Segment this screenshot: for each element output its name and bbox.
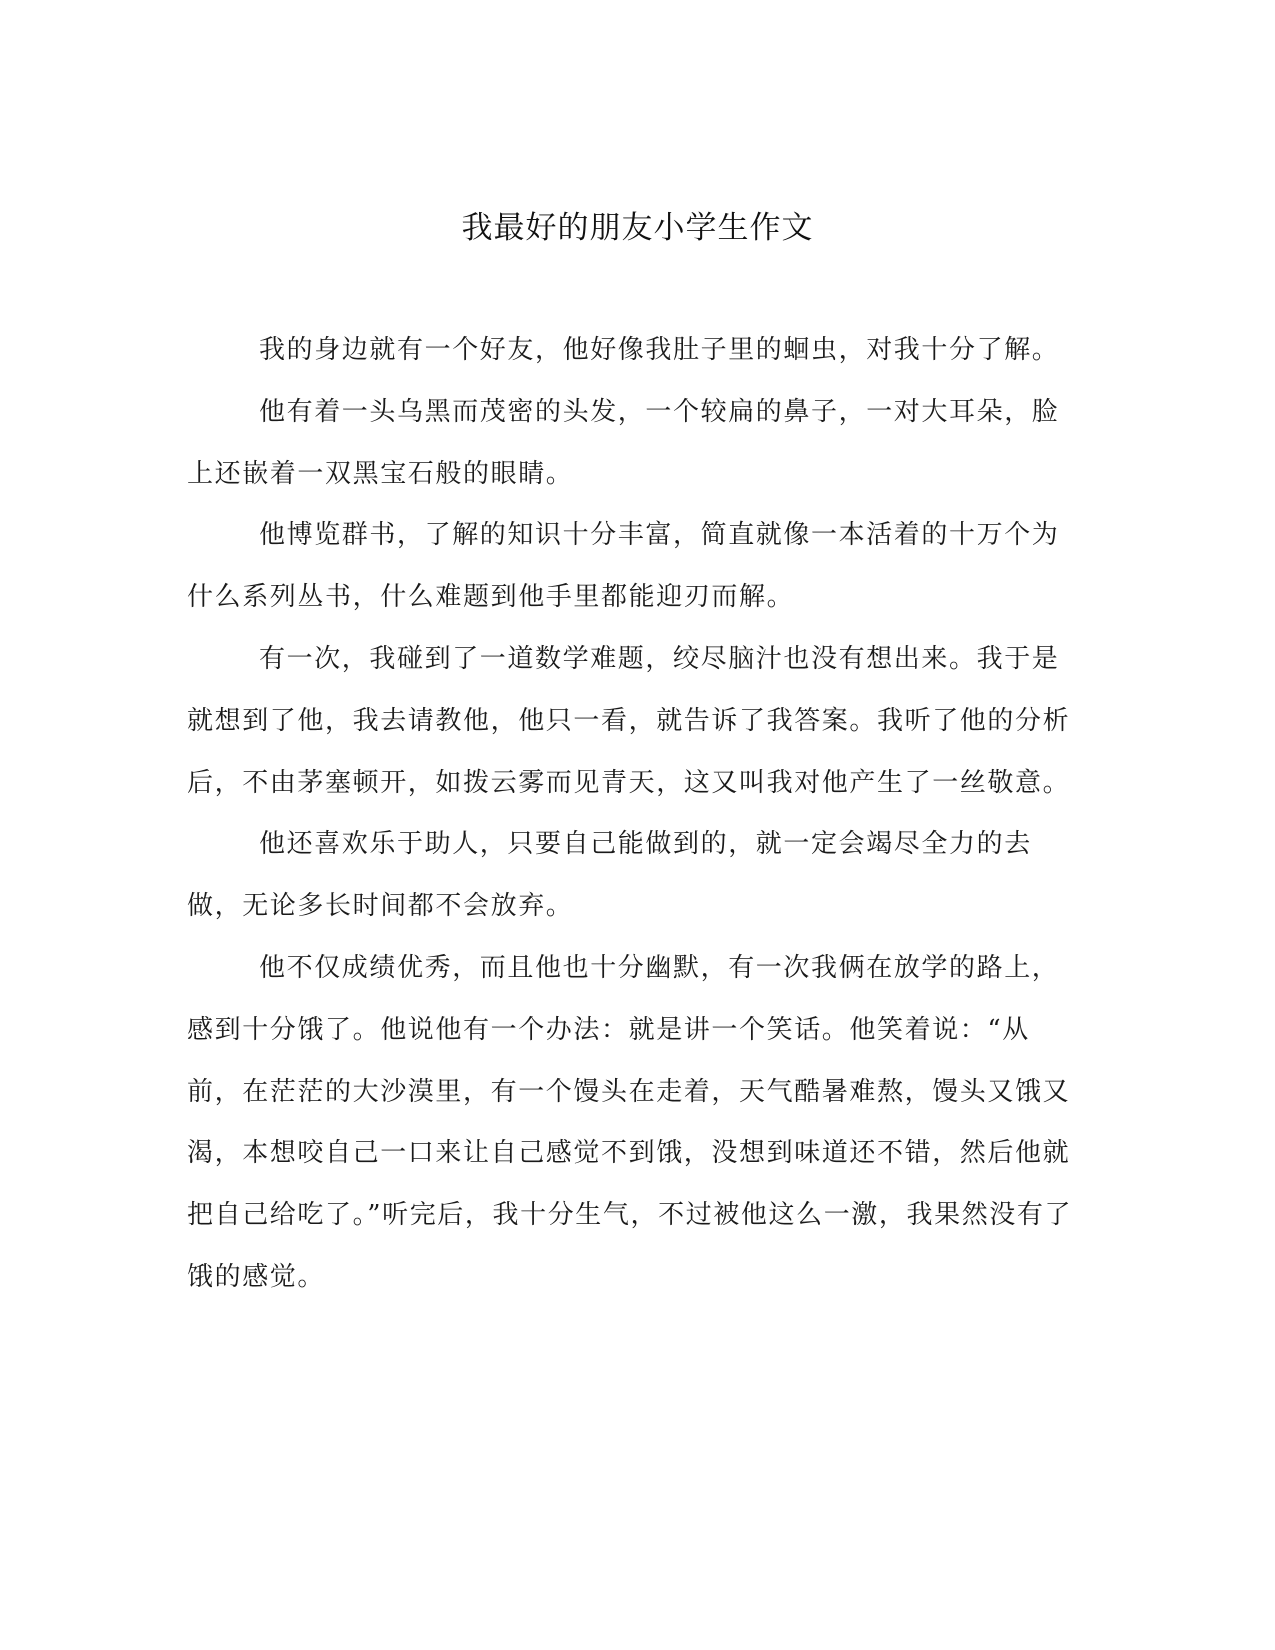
- paragraph-1: 我的身边就有一个好友，他好像我肚子里的蛔虫，对我十分了解。: [259, 335, 1060, 365]
- paragraph-4: 有一次，我碰到了一道数学难题，绞尽脑汁也没有想出来。我于是就想到了他，我去请教他，他只一看，就告诉了我答案。我听了他的分析后，不由茅塞顿开，如拨云雾而见青天，这又叫我对他产生了一丝敬意。: [187, 643, 1071, 798]
- document-title: 我最好的朋友小学生作文: [461, 210, 814, 246]
- paragraph-3: 他博览群书，了解的知识十分丰富，简直就像一本活着的十万个为什么系列丛书，什么难题到他手里都能迎刃而解。: [187, 520, 1060, 613]
- document-body: [187, 320, 1077, 1309]
- paragraph-6: 他不仅成绩优秀，而且他也十分幽默，有一次我俩在放学的路上，感到十分饿了。他说他有一个办法：就是讲一个笑话。他笑着说：“从前，在茫茫的大沙漠里，有一个馒头在走着，天气酷暑难熬，馒头又饿又渴，本想咬自己一口来让自己感觉不到饿，没想到味道还不错，然后他就把自己给吃了。”听完后，我十分生气，不过被他这么一激，我果然没有了饿的感觉。: [187, 952, 1073, 1292]
- paragraph-5: 他还喜欢乐于助人，只要自己能做到的，就一定会竭尽全力的去做，无论多长时间都不会放弃。: [187, 829, 1032, 922]
- paragraph-2: 他有着一头乌黑而茂密的头发，一个较扁的鼻子，一对大耳朵，脸上还嵌着一双黑宝石般的眼睛。: [187, 396, 1060, 489]
